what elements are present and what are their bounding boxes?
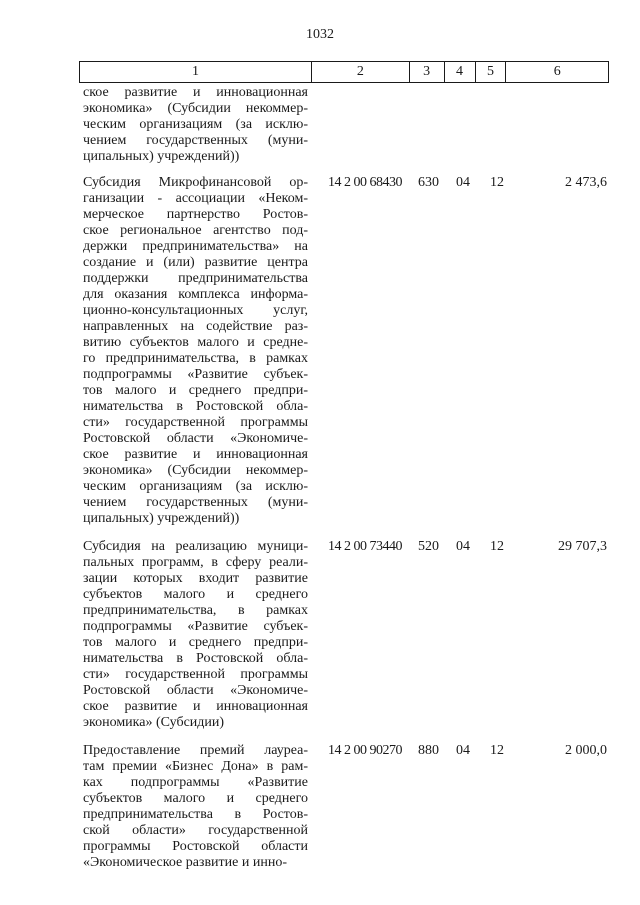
description-line: предпринимательства, в рамках: [83, 603, 308, 618]
description-line: ках подпрограммы «Развитие: [83, 775, 308, 790]
description-line: мерческое партнерство Ростов-: [83, 207, 308, 222]
description-line: направленных на содействие раз-: [83, 319, 308, 334]
description-line: нимательства в Ростовской обла-: [83, 399, 308, 414]
description-line: создание и (или) развитие центра: [83, 255, 308, 270]
table-header: [79, 61, 609, 83]
description-line: «Экономическое развитие и инно-: [83, 855, 288, 870]
column-header-2: 2: [312, 62, 410, 82]
expense-type: 880: [418, 743, 439, 758]
description-line: держки предпринимательства» на: [83, 239, 308, 254]
description-line: ское развитие и инновационная: [83, 447, 308, 462]
column-header-5: 5: [476, 62, 507, 82]
amount: [507, 83, 609, 165]
description-line: Субсидия Микрофинансовой ор-: [83, 175, 308, 190]
description-line: сти» государственной программы: [83, 667, 308, 682]
description-line: нимательства в Ростовской обла-: [83, 651, 308, 666]
section-code: 04: [456, 175, 470, 190]
amount: 2 473,6: [565, 175, 607, 190]
description-line: для оказания комплекса информа-: [83, 287, 308, 302]
description-line: ческим организациям (за исклю-: [83, 479, 308, 494]
row-description: [79, 83, 312, 165]
description-line: Предоставление премий лауреа-: [83, 743, 308, 758]
amount: 29 707,3: [558, 539, 607, 554]
target-code: [312, 83, 410, 165]
description-line: ческим организациям (за исклю-: [83, 117, 308, 132]
target-code: 14 2 00 90270: [328, 743, 402, 758]
table-row: [79, 537, 609, 731]
column-header-3: 3: [410, 62, 445, 82]
description-line: ципальных) учреждений)): [83, 511, 240, 526]
amount: 2 000,0: [565, 743, 607, 758]
description-line: субъектов малого и среднего: [83, 791, 308, 806]
column-header-4: 4: [445, 62, 476, 82]
description-line: тов малого и среднего предпри-: [83, 635, 308, 650]
section-code: 04: [456, 539, 470, 554]
table-row: [79, 173, 609, 527]
description-line: сти» государственной программы: [83, 415, 308, 430]
description-line: чением государственных (муни-: [83, 133, 308, 148]
table-body: [79, 83, 609, 871]
expense-type: [410, 83, 445, 165]
page-number: 1032: [306, 27, 334, 42]
description-line: поддержки предпринимательства: [83, 271, 308, 286]
description-line: подпрограммы «Развитие субъек-: [83, 619, 308, 634]
description-line: чением государственных (муни-: [83, 495, 308, 510]
section-code: [445, 83, 476, 165]
subsection-code: 12: [490, 743, 504, 758]
description-line: экономика» (Субсидии некоммер-: [83, 463, 308, 478]
description-line: Ростовской области «Экономиче-: [83, 431, 308, 446]
description-line: экономика» (Субсидии): [83, 715, 225, 730]
description-line: Ростовской области «Экономиче-: [83, 683, 308, 698]
description-line: пальных программ, в сферу реали-: [83, 555, 308, 570]
subsection-code: [476, 83, 507, 165]
target-code: 14 2 00 73440: [328, 539, 402, 554]
expense-type: 520: [418, 539, 439, 554]
description-line: Субсидия на реализацию муници-: [83, 539, 308, 554]
description-line: субъектов малого и среднего: [83, 587, 308, 602]
description-line: го предпринимательства, в рамках: [83, 351, 308, 366]
table-row: [79, 83, 609, 165]
description-line: ское развитие и инновационная: [83, 699, 308, 714]
section-code: 04: [456, 743, 470, 758]
description-line: ционно-консультационных услуг,: [83, 303, 308, 318]
description-line: витию субъектов малого и средне-: [83, 335, 308, 350]
description-line: экономика» (Субсидии некоммер-: [83, 101, 308, 116]
table-row: [79, 741, 609, 871]
column-header-1: 1: [80, 62, 312, 82]
description-line: предпринимательства в Ростов-: [83, 807, 308, 822]
description-line: программы Ростовской области: [83, 839, 308, 854]
column-header-6: 6: [553, 64, 561, 79]
description-line: ципальных) учреждений)): [83, 149, 240, 164]
description-line: ское развитие и инновационная: [83, 85, 308, 100]
description-line: зации которых входит развитие: [83, 571, 308, 586]
description-line: ганизации - ассоциации «Неком-: [83, 191, 308, 206]
description-line: подпрограммы «Развитие субъек-: [83, 367, 308, 382]
description-line: там премии «Бизнес Дона» в рам-: [83, 759, 308, 774]
row-description: [79, 741, 312, 871]
expense-type: 630: [418, 175, 439, 190]
description-line: тов малого и среднего предпри-: [83, 383, 308, 398]
description-line: ской области» государственной: [83, 823, 308, 838]
subsection-code: 12: [490, 175, 504, 190]
description-line: ское региональное агентство под-: [83, 223, 308, 238]
row-description: [79, 173, 312, 527]
subsection-code: 12: [490, 539, 504, 554]
row-description: [79, 537, 312, 731]
target-code: 14 2 00 68430: [328, 175, 402, 190]
